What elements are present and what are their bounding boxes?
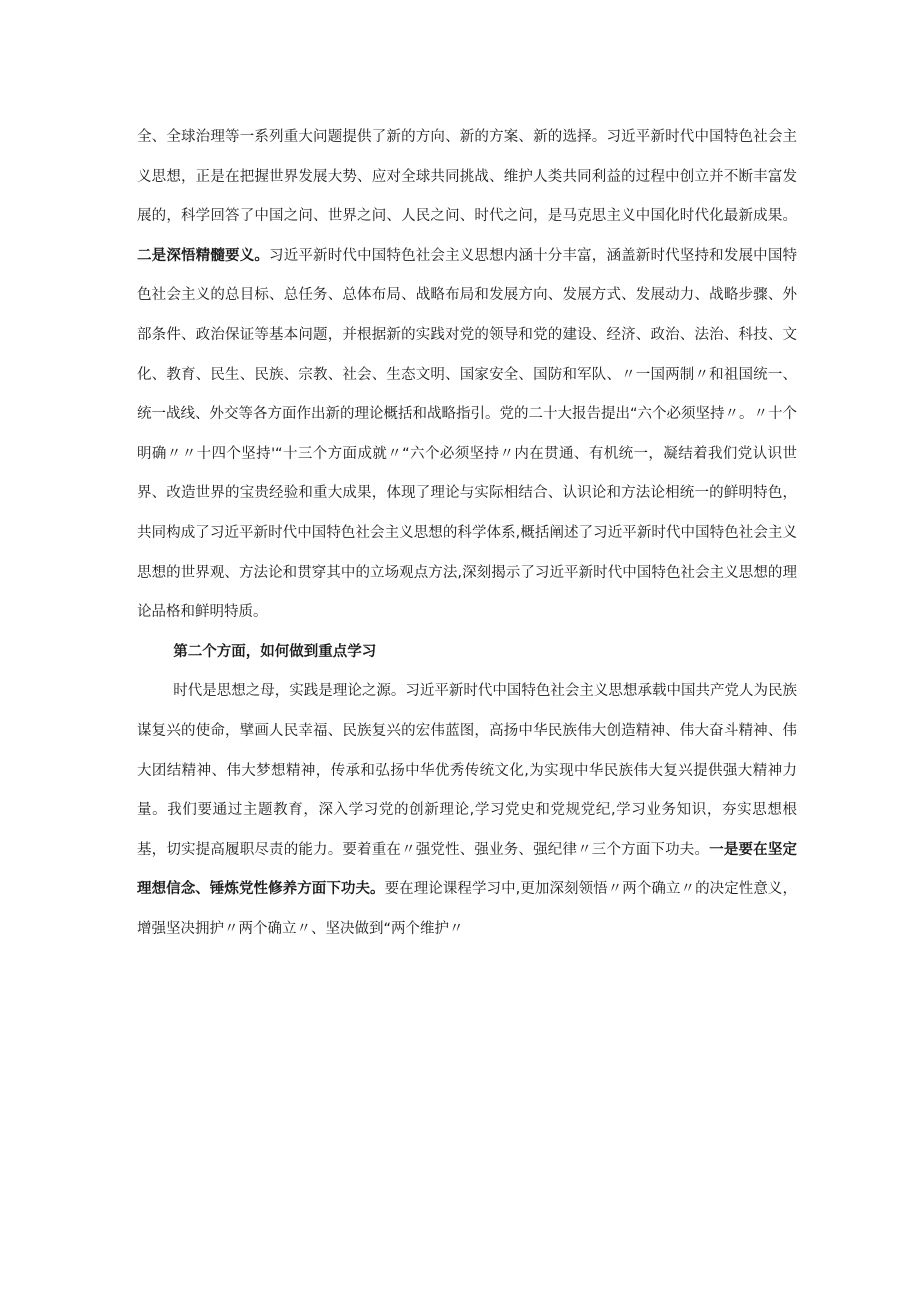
document-body xyxy=(137,118,797,949)
paragraph-continuation xyxy=(137,118,797,633)
paragraph-text: 时代是思想之母，实践是理论之源。习近平新时代中国特色社会主义思想承载中国共产党人为民族谋复兴的使命，擘画人民幸福、民族复兴的宏伟蓝图，高扬中华民族伟大创造精神、伟大奋斗精神、伟大团结精神、伟大梦想精神，传承和弘扬中华优秀传统文化,为实现中华民族伟大复兴提供强大精神力量。我们要通过主题教育，深入学习党的创新理论,学习党史和党规党纪,学习业务知识，夯实思想根基，切实提高履职尽责的能力。要着重在〃强党性、强业务、强纪律〃三个方面下功夫。 xyxy=(137,683,797,858)
paragraph-text: 全、全球治理等一系列重大问题提供了新的方向、新的方案、新的选择。习近平新时代中国特色社会主义思想，正是在把握世界发展大势、应对全球共同挑战、维护人类共同利益的过程中创立并不断丰富发展的，科学回答了中国之问、世界之问、人民之问、时代之问，是马克思主义中国化时代化最新成果。 xyxy=(137,129,797,225)
paragraph-text: 要在理论课程学习中,更加深刻领悟〃两个确立〃的决定性意义，增强坚决拥护〃两个确立〃、坚决做到“两个维护〃 xyxy=(137,881,797,937)
section-heading: 第二个方面，如何做到重点学习 xyxy=(173,643,377,660)
paragraph-text: 习近平新时代中国特色社会主义思想内涵十分丰富，涵盖新时代坚持和发展中国特色社会主义的总目标、总任务、总体布局、战略布局和发展方向、发展方式、发展动力、战略步骤、外部条件、政治保证等基本问题，并根据新的实践对党的领导和党的建设、经济、政治、法治、科技、文化、教育、民生、民族、宗教、社会、生态文明、国家安全、国防和军队、〃一国两制〃和祖国统一、统一战线、外交等各方面作出新的理论概括和战略指引。党的二十大报告提出“六个必须坚持〃。〃十个明确〃〃十四个坚持'“十三个方面成就〃“六个必须坚持〃内在贯通、有机统一，凝结着我们党认识世界、改造世界的宝贵经验和重大成果，体现了理论与实际相结合、认识论和方法论相统一的鲜明特色，共同构成了习近平新时代中国特色社会主义思想的科学体系,概括阐述了习近平新时代中国特色社会主义思想的世界观、方法论和贯穿其中的立场观点方法,深刻揭示了习近平新时代中国特色社会主义思想的理论品格和鲜明特质。 xyxy=(137,247,798,621)
paragraph-section-two xyxy=(137,672,797,949)
bold-point-one: 一是要在坚定理想信念、锤炼党性修养方面下功夫。 xyxy=(137,841,798,898)
bold-point-two: 二是深悟精髓要义。 xyxy=(137,247,270,264)
